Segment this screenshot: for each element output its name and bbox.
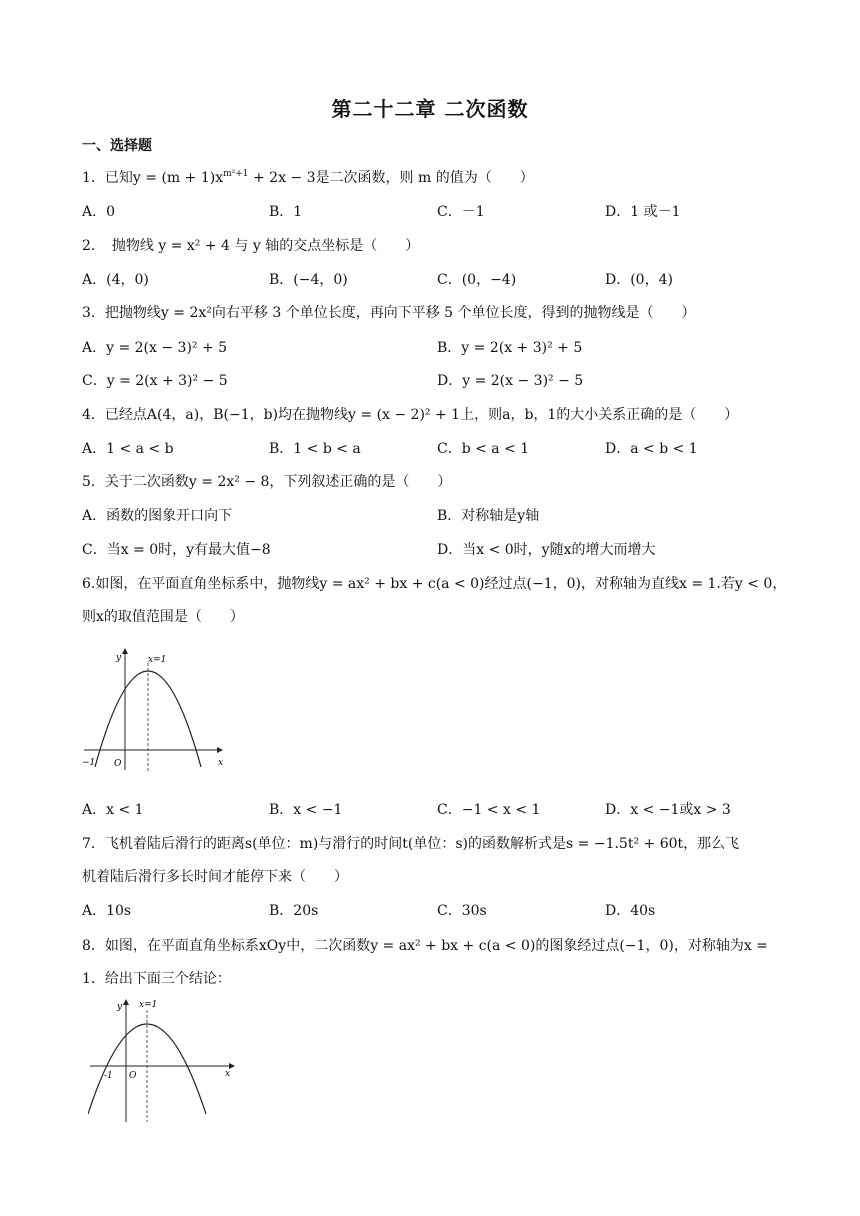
question-7-line-1: 7．飞机着陆后滑行的距离s(单位：m)与滑行的时间t(单位：s)的函数解析式是s = −1.5t² + 60t，那么飞: [82, 836, 740, 852]
question-6-line-2: 则x的取值范围是（ ）: [82, 609, 244, 625]
question-5-stem: 5．关于二次函数y = 2x² − 8，下列叙述正确的是（ ）: [82, 474, 452, 490]
symmetry-axis-label: x=1: [148, 655, 167, 665]
option-c: C．−1 < x < 1: [437, 802, 541, 818]
question-8-line-2: 1．给出下面三个结论：: [82, 971, 231, 987]
y-axis-label: y: [116, 653, 122, 663]
option-b: B．对称轴是y轴: [437, 508, 540, 524]
option-a: A．10s: [82, 903, 132, 919]
question-1-stem: 1．已知$y = (m + 1)x^{m^2+1} + 2x - 3$是二次函数，则 m 的值为（ ）: [82, 169, 534, 186]
symmetry-axis-label: x=1: [139, 1000, 158, 1010]
option-a: A．x < 1: [82, 802, 144, 818]
question-2-stem: 2． 抛物线 y = x² + 4 与 y 轴的交点坐标是（ ）: [82, 238, 420, 254]
option-a: A．1 < a < b: [82, 441, 174, 457]
option-c: C．(0，−4): [437, 272, 517, 288]
option-c: C．b < a < 1: [437, 441, 530, 457]
question-6-line-1: 6.如图，在平面直角坐标系中，抛物线y = ax² + bx + c(a < 0)经过点(−1，0)，对称轴为直线x = 1.若y < 0，: [82, 576, 787, 592]
section-heading: 一、选择题: [82, 138, 152, 154]
option-c: C．y = 2(x + 3)² − 5: [82, 373, 228, 389]
option-b: B．(−4，0): [269, 272, 348, 288]
question-6-graph: [82, 645, 232, 775]
option-c: C．当x = 0时，y有最大值−8: [82, 542, 271, 558]
option-d: D．y = 2(x − 3)² − 5: [437, 373, 584, 389]
option-b: B．y = 2(x + 3)² + 5: [437, 340, 583, 356]
option-c: C．30s: [437, 903, 487, 919]
option-a: A．函数的图象开口向下: [82, 508, 233, 524]
question-3-stem: 3．把抛物线y = 2x²向右平移 3 个单位长度，再向下平移 5 个单位长度，得到的抛物线是（ ）: [82, 305, 696, 321]
x-axis-label: x: [225, 1069, 231, 1079]
neg-one-label: -1: [104, 1071, 113, 1081]
option-d: D．1 或－1: [605, 204, 681, 220]
option-d: D．当x < 0时，y随x的增大而增大: [437, 542, 656, 558]
option-d: D．x < −1或x > 3: [605, 802, 731, 818]
question-8-graph: [88, 996, 238, 1126]
option-b: B．1: [269, 204, 303, 220]
option-b: B．x < −1: [269, 802, 343, 818]
option-a: A．0: [82, 204, 116, 220]
option-a: A．(4，0): [82, 272, 149, 288]
origin-label: O: [114, 759, 122, 769]
option-d: D．a < b < 1: [605, 441, 698, 457]
question-4-stem: 4．已经点A(4，a)，B(−1，b)均在抛物线y = (x − 2)² + 1上，则a，b，1的大小关系正确的是（ ）: [82, 407, 739, 423]
option-d: D．(0，4): [605, 272, 673, 288]
option-d: D．40s: [605, 903, 656, 919]
option-b: B．20s: [269, 903, 319, 919]
neg-one-label: −1: [82, 758, 96, 768]
option-a: A．y = 2(x − 3)² + 5: [82, 340, 228, 356]
origin-label: O: [129, 1071, 137, 1081]
x-axis-label: x: [218, 758, 224, 768]
option-b: B．1 < b < a: [269, 441, 361, 457]
option-c: C．－1: [437, 204, 485, 220]
y-axis-label: y: [117, 1002, 123, 1012]
question-7-line-2: 机着陆后滑行多长时间才能停下来（ ）: [82, 869, 348, 885]
question-8-line-1: 8．如图，在平面直角坐标系xOy中，二次函数y = ax² + bx + c(a < 0)的图象经过点(−1，0)，对称轴为x =: [82, 938, 768, 954]
page-title: 第二十二章 二次函数: [331, 97, 529, 121]
